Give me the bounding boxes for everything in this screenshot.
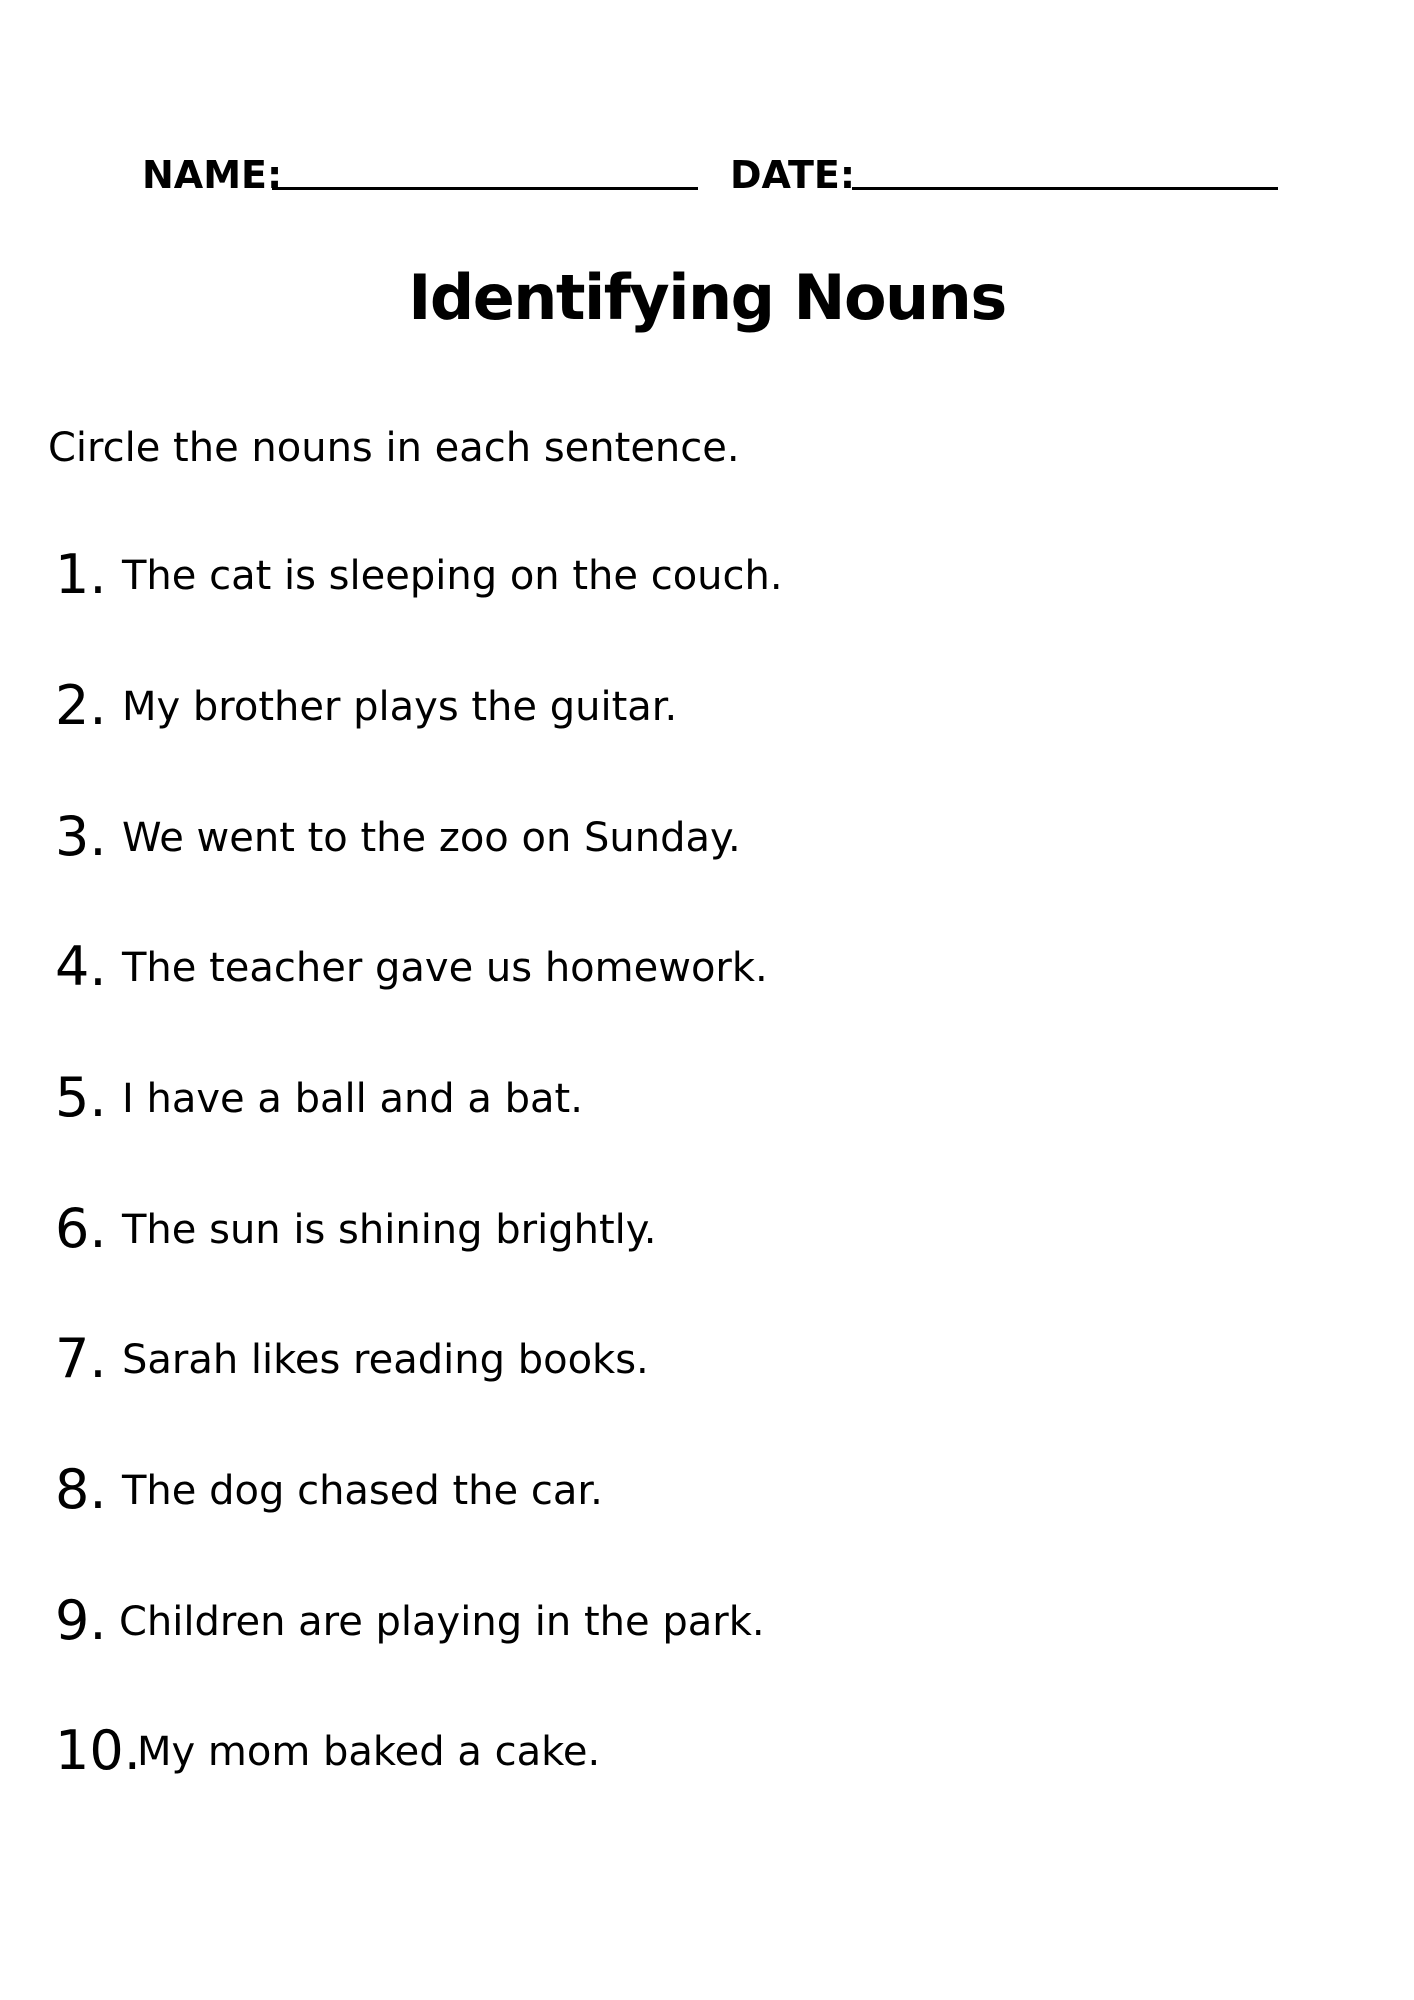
- item-sentence: Sarah likes reading books.: [122, 1337, 649, 1383]
- item-sentence: The sun is shining brightly.: [122, 1207, 657, 1253]
- item-number: 5.: [55, 1066, 107, 1129]
- date-blank-line[interactable]: [852, 187, 1278, 190]
- item-sentence: The teacher gave us homework.: [122, 945, 768, 991]
- item-number: 7.: [55, 1327, 107, 1390]
- item-number: 8.: [55, 1458, 107, 1521]
- item-number: 4.: [55, 935, 107, 998]
- header-row: [0, 150, 1414, 200]
- instruction-text: Circle the nouns in each sentence.: [48, 425, 740, 471]
- page-title: Identifying Nouns: [408, 261, 1006, 334]
- item-sentence: We went to the zoo on Sunday.: [122, 815, 741, 861]
- item-number: 9.: [55, 1589, 107, 1652]
- item-sentence: The cat is sleeping on the couch.: [122, 553, 783, 599]
- item-sentence: I have a ball and a bat.: [122, 1076, 583, 1122]
- item-sentence: The dog chased the car.: [122, 1468, 603, 1514]
- item-number: 1.: [55, 543, 107, 606]
- item-number: 10.: [55, 1719, 141, 1782]
- date-label: DATE:: [730, 153, 856, 197]
- item-sentence: My mom baked a cake.: [137, 1729, 601, 1775]
- name-blank-line[interactable]: [272, 187, 698, 190]
- item-number: 2.: [55, 674, 107, 737]
- item-sentence: My brother plays the guitar.: [122, 684, 678, 730]
- name-label: NAME:: [142, 153, 283, 197]
- item-sentence: Children are playing in the park.: [119, 1599, 765, 1645]
- item-number: 6.: [55, 1197, 107, 1260]
- item-number: 3.: [55, 805, 107, 868]
